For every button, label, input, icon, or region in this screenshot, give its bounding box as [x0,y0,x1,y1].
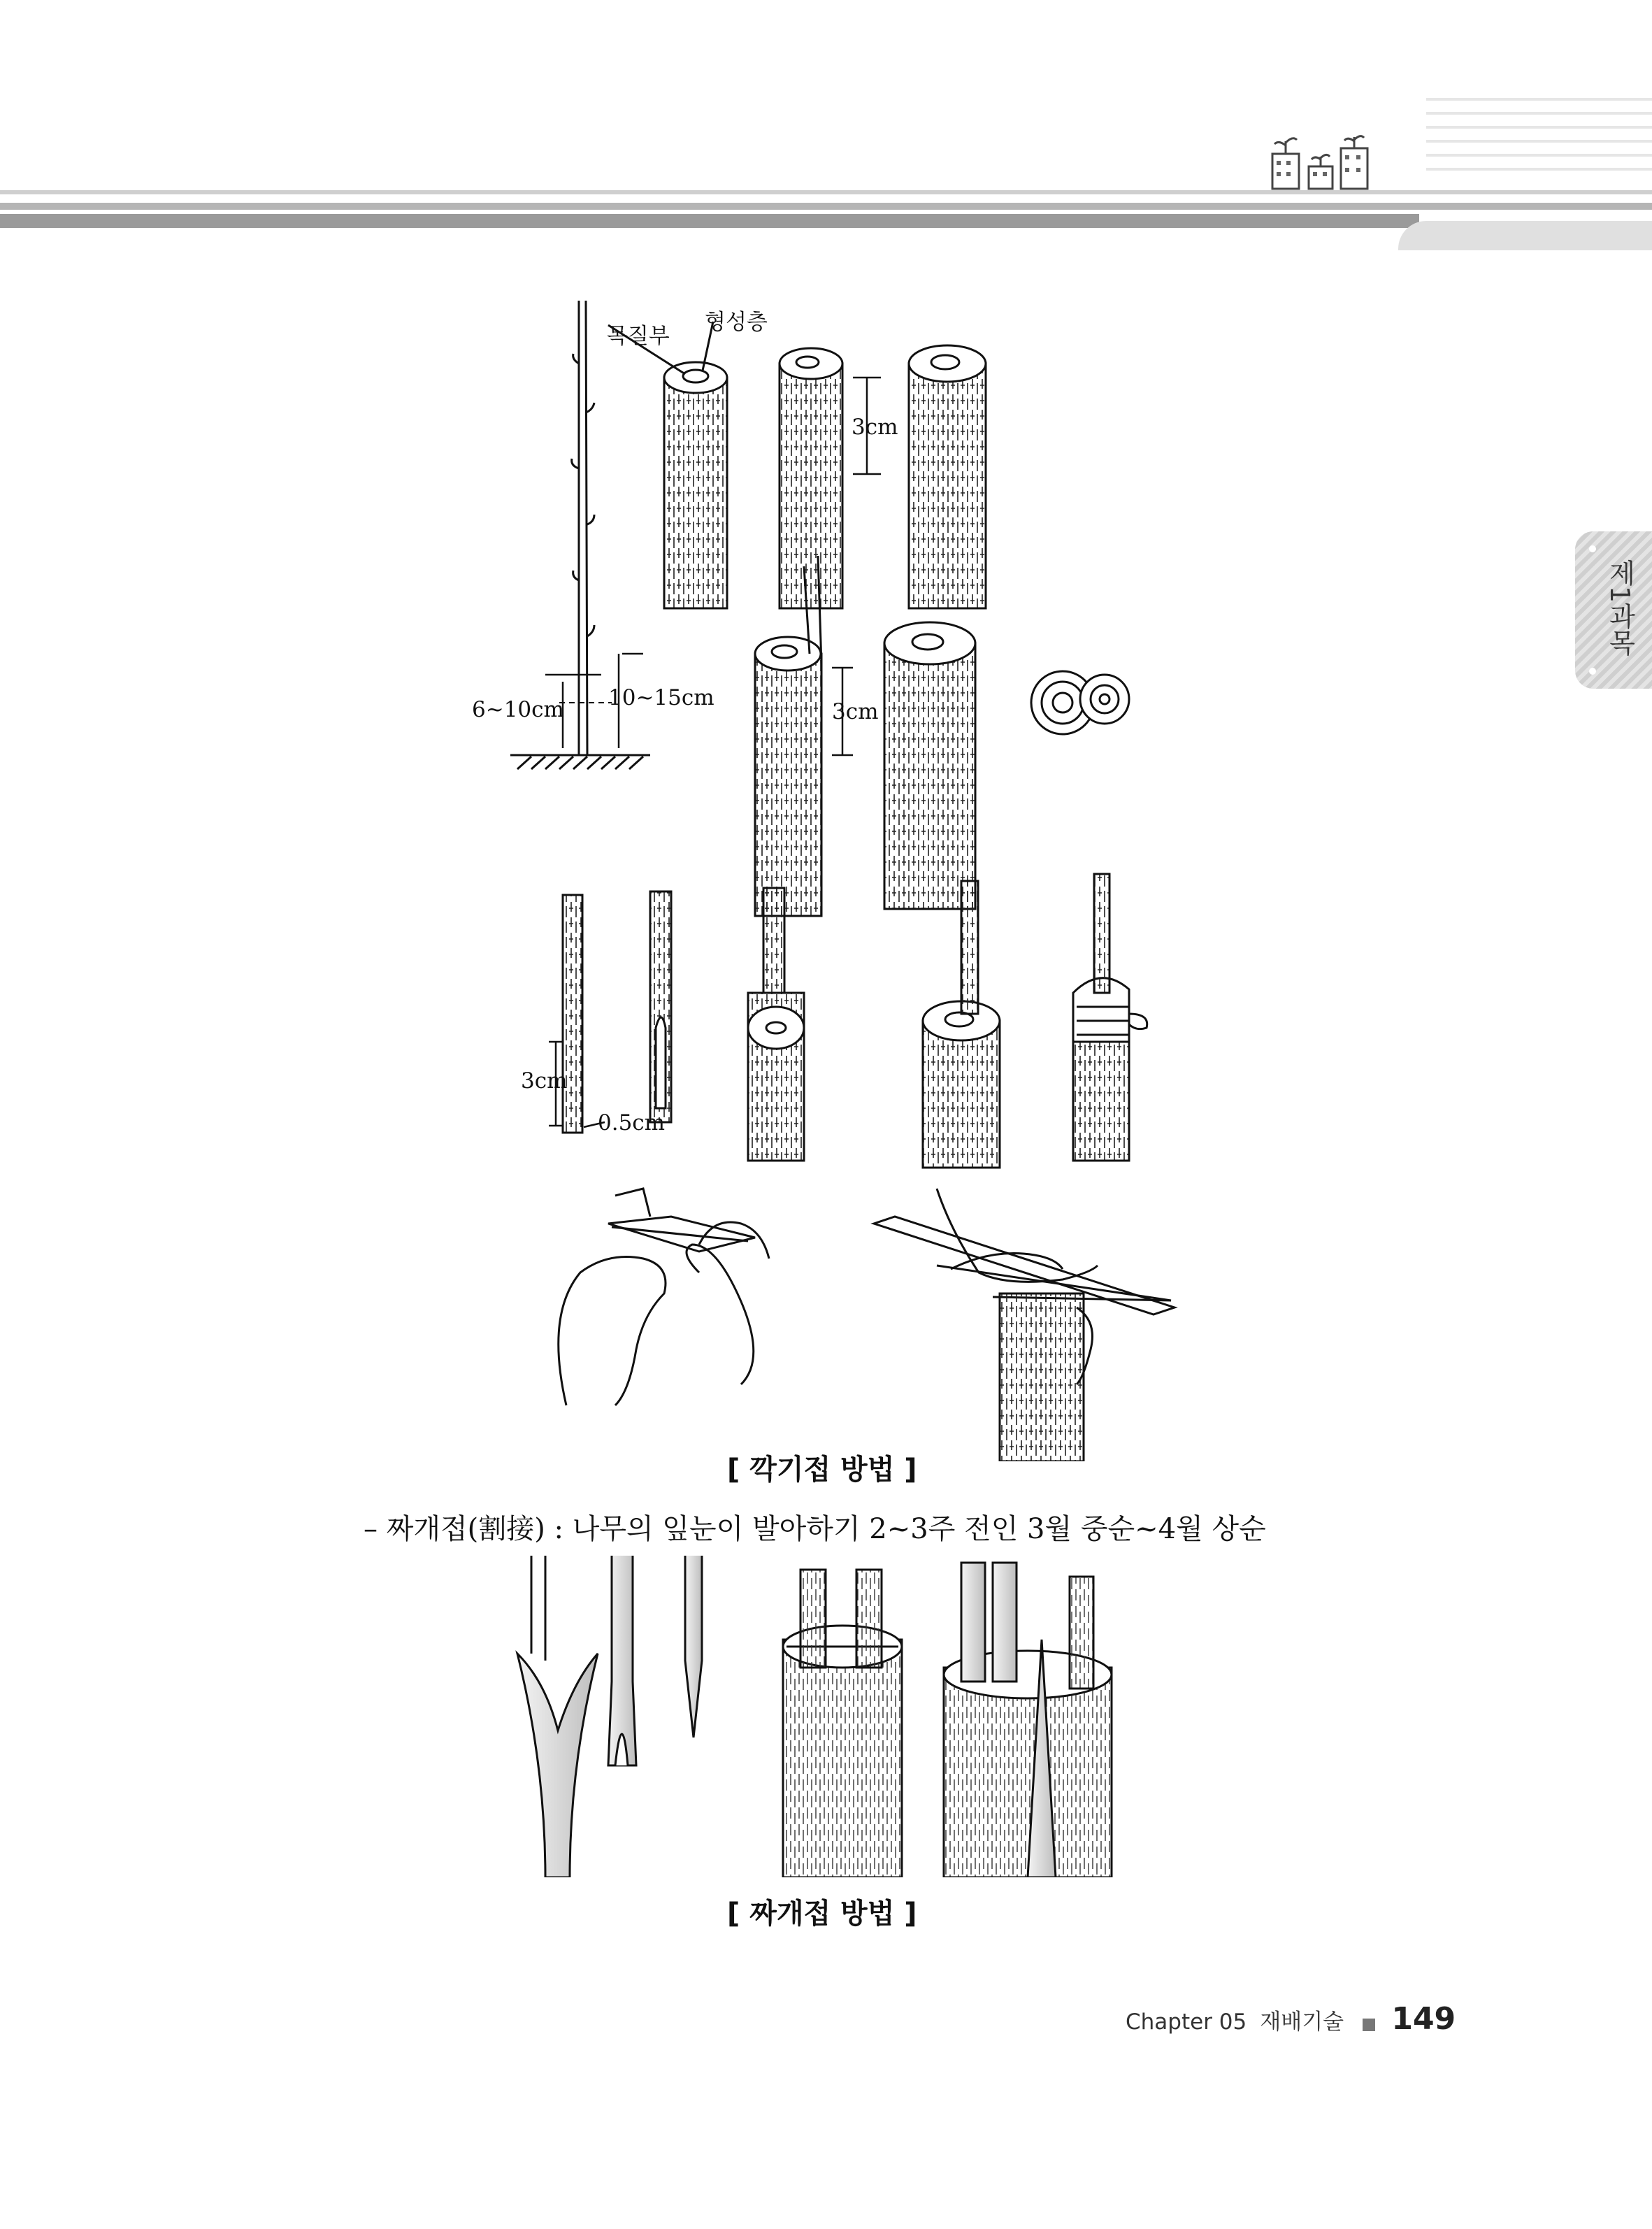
figure2-caption: [ 짜개접 방법 ] [727,1898,917,1930]
page-footer [1126,2001,1456,2037]
page-number: 149 [1391,2001,1456,2037]
label-length-d: 0.5cm [598,1110,666,1135]
side-tab-label: 제1과목 [1604,559,1635,657]
cleft-graft-illustration [503,1556,1133,1877]
label-height-low: 6~10cm [472,697,564,722]
cleft-graft-text: – 짜개접(割接) : 나무의 잎눈이 발아하기 2~3주 전인 3월 중순~4월 상순 [364,1513,1266,1545]
sprout-buildings-icon [1265,133,1384,192]
figure1-caption: [ 깍기접 방법 ] [727,1454,917,1486]
label-xylem: 목질부 [607,324,670,349]
tab-dot [1589,545,1596,552]
label-cambium: 형성층 [705,310,768,335]
square-icon [1363,2019,1375,2031]
footer-chapter: Chapter 05 [1126,2009,1247,2035]
label-length-a: 3cm [852,415,898,440]
label-length-b: 3cm [832,699,879,724]
tab-dot [1589,668,1596,675]
label-length-c: 3cm [521,1068,568,1094]
veneer-graft-illustration [461,287,1230,1461]
footer-title: 재배기술 [1260,2009,1344,2035]
label-height-high: 10~15cm [608,685,714,710]
